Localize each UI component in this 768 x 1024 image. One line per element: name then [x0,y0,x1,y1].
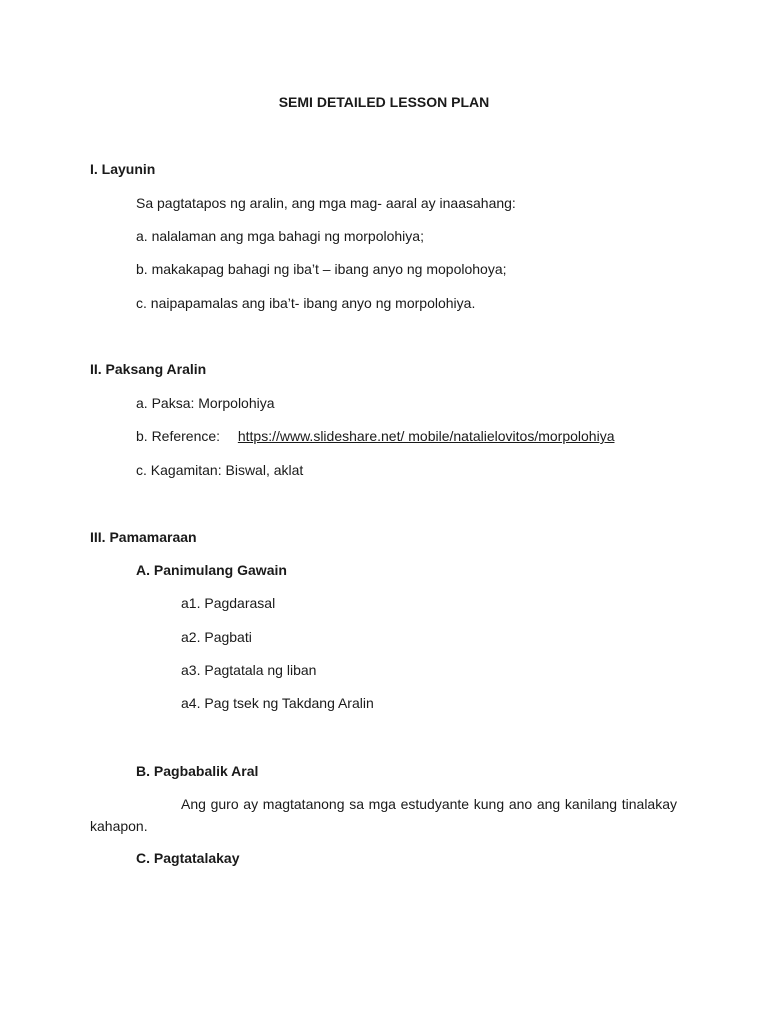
reference-link[interactable]: https://www.slideshare.net/ mobile/natalielovitos/morpolohiya [237,428,615,444]
paksa-line: a. Paksa: Morpolohiya [136,395,275,411]
layunin-intro: Sa pagtatapos ng aralin, ang mga mag- aaral ay inaasahang: [136,195,516,211]
section-heading-paksang-aralin: II. Paksang Aralin [90,361,207,377]
document-title: SEMI DETAILED LESSON PLAN [278,94,490,110]
kagamitan-line: c. Kagamitan: Biswal, aklat [136,462,304,478]
section-heading-layunin: I. Layunin [90,161,156,177]
layunin-item: c. naipapamalas ang iba’t- ibang anyo ng morpolohiya. [136,295,476,311]
gawain-item: a4. Pag tsek ng Takdang Aralin [181,695,374,711]
gawain-item: a2. Pagbati [181,629,252,645]
subheading-pagbabalik-aral: B. Pagbabalik Aral [136,763,259,779]
subheading-pagtatalakay: C. Pagtatalakay [136,850,240,866]
layunin-item: b. makakapag bahagi ng iba’t – ibang anyo ng mopolohoya; [136,261,507,277]
layunin-item: a. nalalaman ang mga bahagi ng morpolohiya; [136,228,424,244]
reference-label: b. Reference: [136,428,221,444]
pagbabalik-aral-paragraph: Ang guro ay magtatanong sa mga estudyante kung ano ang kanilang tinalakay kahapon. [90,796,677,834]
gawain-item: a1. Pagdarasal [181,595,276,611]
gawain-item: a3. Pagtatala ng liban [181,662,317,678]
reference-line [136,427,614,445]
subheading-panimulang-gawain: A. Panimulang Gawain [136,562,287,578]
section-heading-pamamaraan: III. Pamamaraan [90,529,197,545]
